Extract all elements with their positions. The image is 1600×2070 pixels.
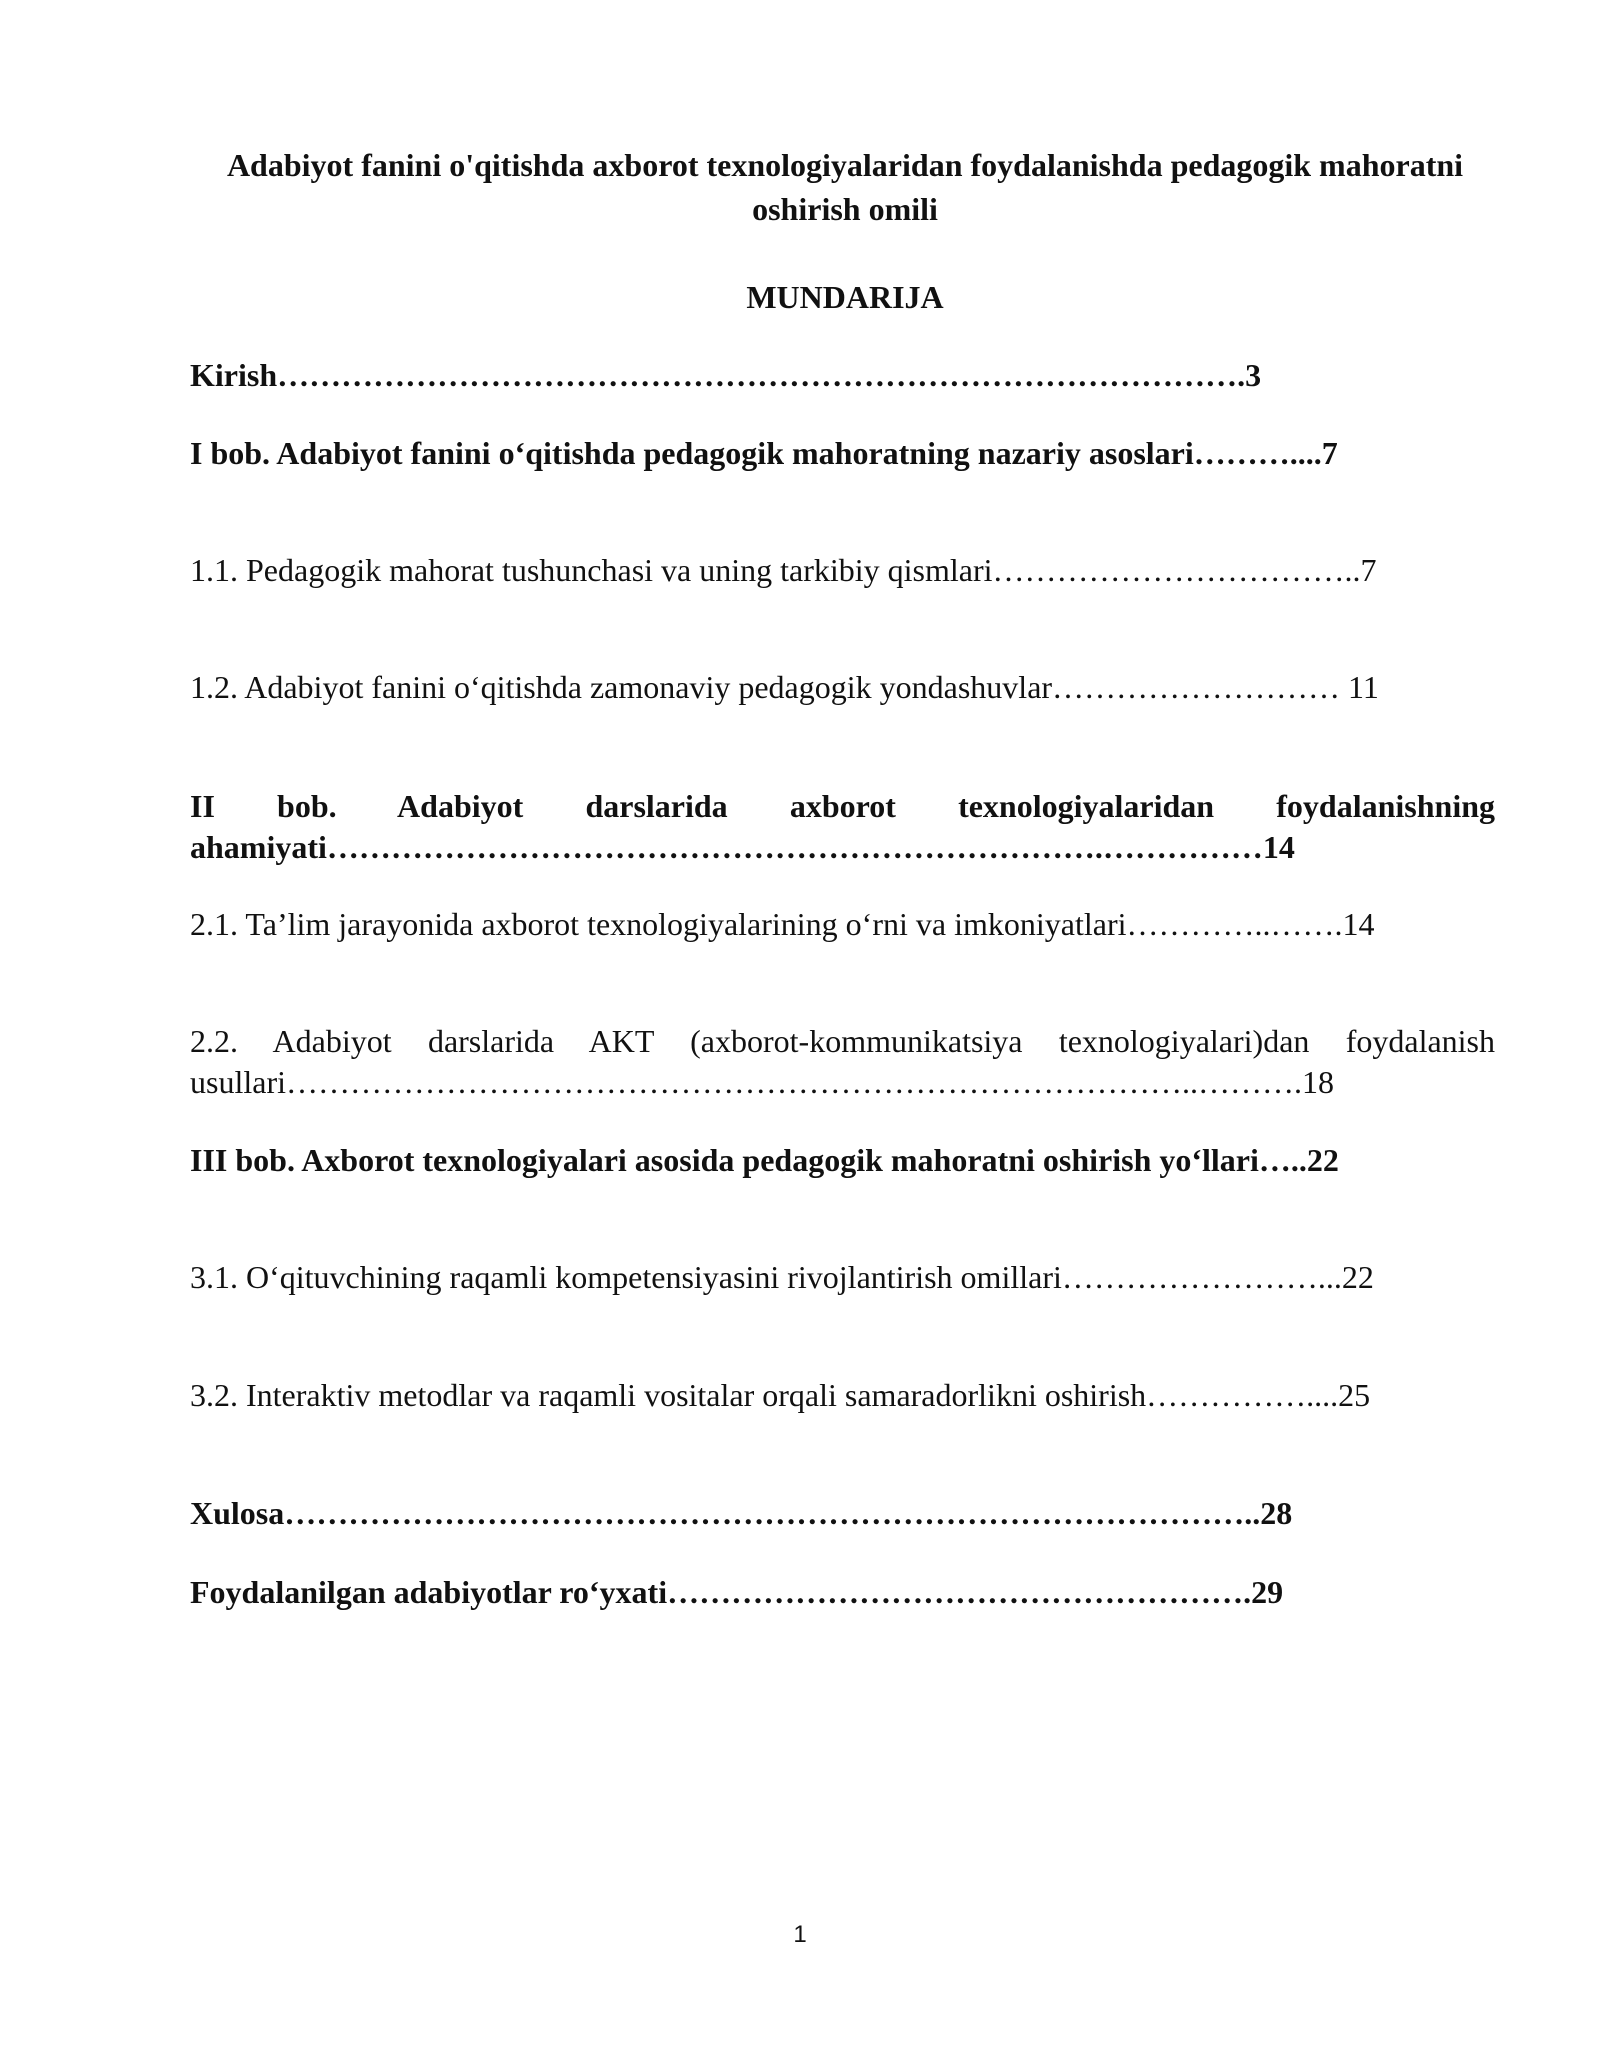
document-title: Adabiyot fanini o'qitishda axborot texnologiyalaridan foydalanishda pedagogik mahoratni oshirish omili (226, 147, 1464, 227)
toc-entry-conclusion: Xulosa………………………………………………………………………………..28 (190, 1495, 1293, 1531)
toc-entry-introduction: Kirish……………………………………………………………………………….3 (190, 357, 1262, 393)
toc-entry-section-2-2: 2.2. Adabiyot darslarida AKT (axborot-kommunikatsiya texnologiyalari)dan foydalanish usullari…………………………………………………………………………..……….18 (190, 1023, 1495, 1100)
toc-entry-references: Foydalanilgan adabiyotlar ro‘yxati……………………………………………….29 (190, 1574, 1284, 1610)
toc-entry-chapter-1: I bob. Adabiyot fanini o‘qitishda pedagogik mahoratning nazariy asoslari………....7 (190, 435, 1338, 471)
toc-entry-section-1-1: 1.1. Pedagogik mahorat tushunchasi va uning tarkibiy qismlari……………………………..7 (190, 552, 1377, 588)
toc-entry-chapter-3: III bob. Axborot texnologiyalari asosida pedagogik mahoratni oshirish yo‘llari…..22 (190, 1142, 1339, 1178)
toc-entry-section-3-1: 3.1. O‘qituvchining raqamli kompetensiyasini rivojlantirish omillari……………………...22 (190, 1259, 1374, 1295)
toc-entry-chapter-2: II bob. Adabiyot darslarida axborot texnologiyalaridan foydalanishning ahamiyati……………………………………………………………….……………14 (190, 788, 1495, 865)
page-number: 1 (793, 1921, 807, 1948)
contents-heading: MUNDARIJA (746, 279, 944, 315)
toc-entry-section-2-1: 2.1. Ta’lim jarayonida axborot texnologiyalarining o‘rni va imkoniyatlari…………..…….14 (190, 906, 1375, 942)
toc-entry-section-3-2: 3.2. Interaktiv metodlar va raqamli vositalar orqali samaradorlikni oshirish……………....25 (190, 1377, 1371, 1413)
toc-entry-section-1-2: 1.2. Adabiyot fanini o‘qitishda zamonaviy pedagogik yondashuvlar……………………… 11 (190, 669, 1379, 705)
